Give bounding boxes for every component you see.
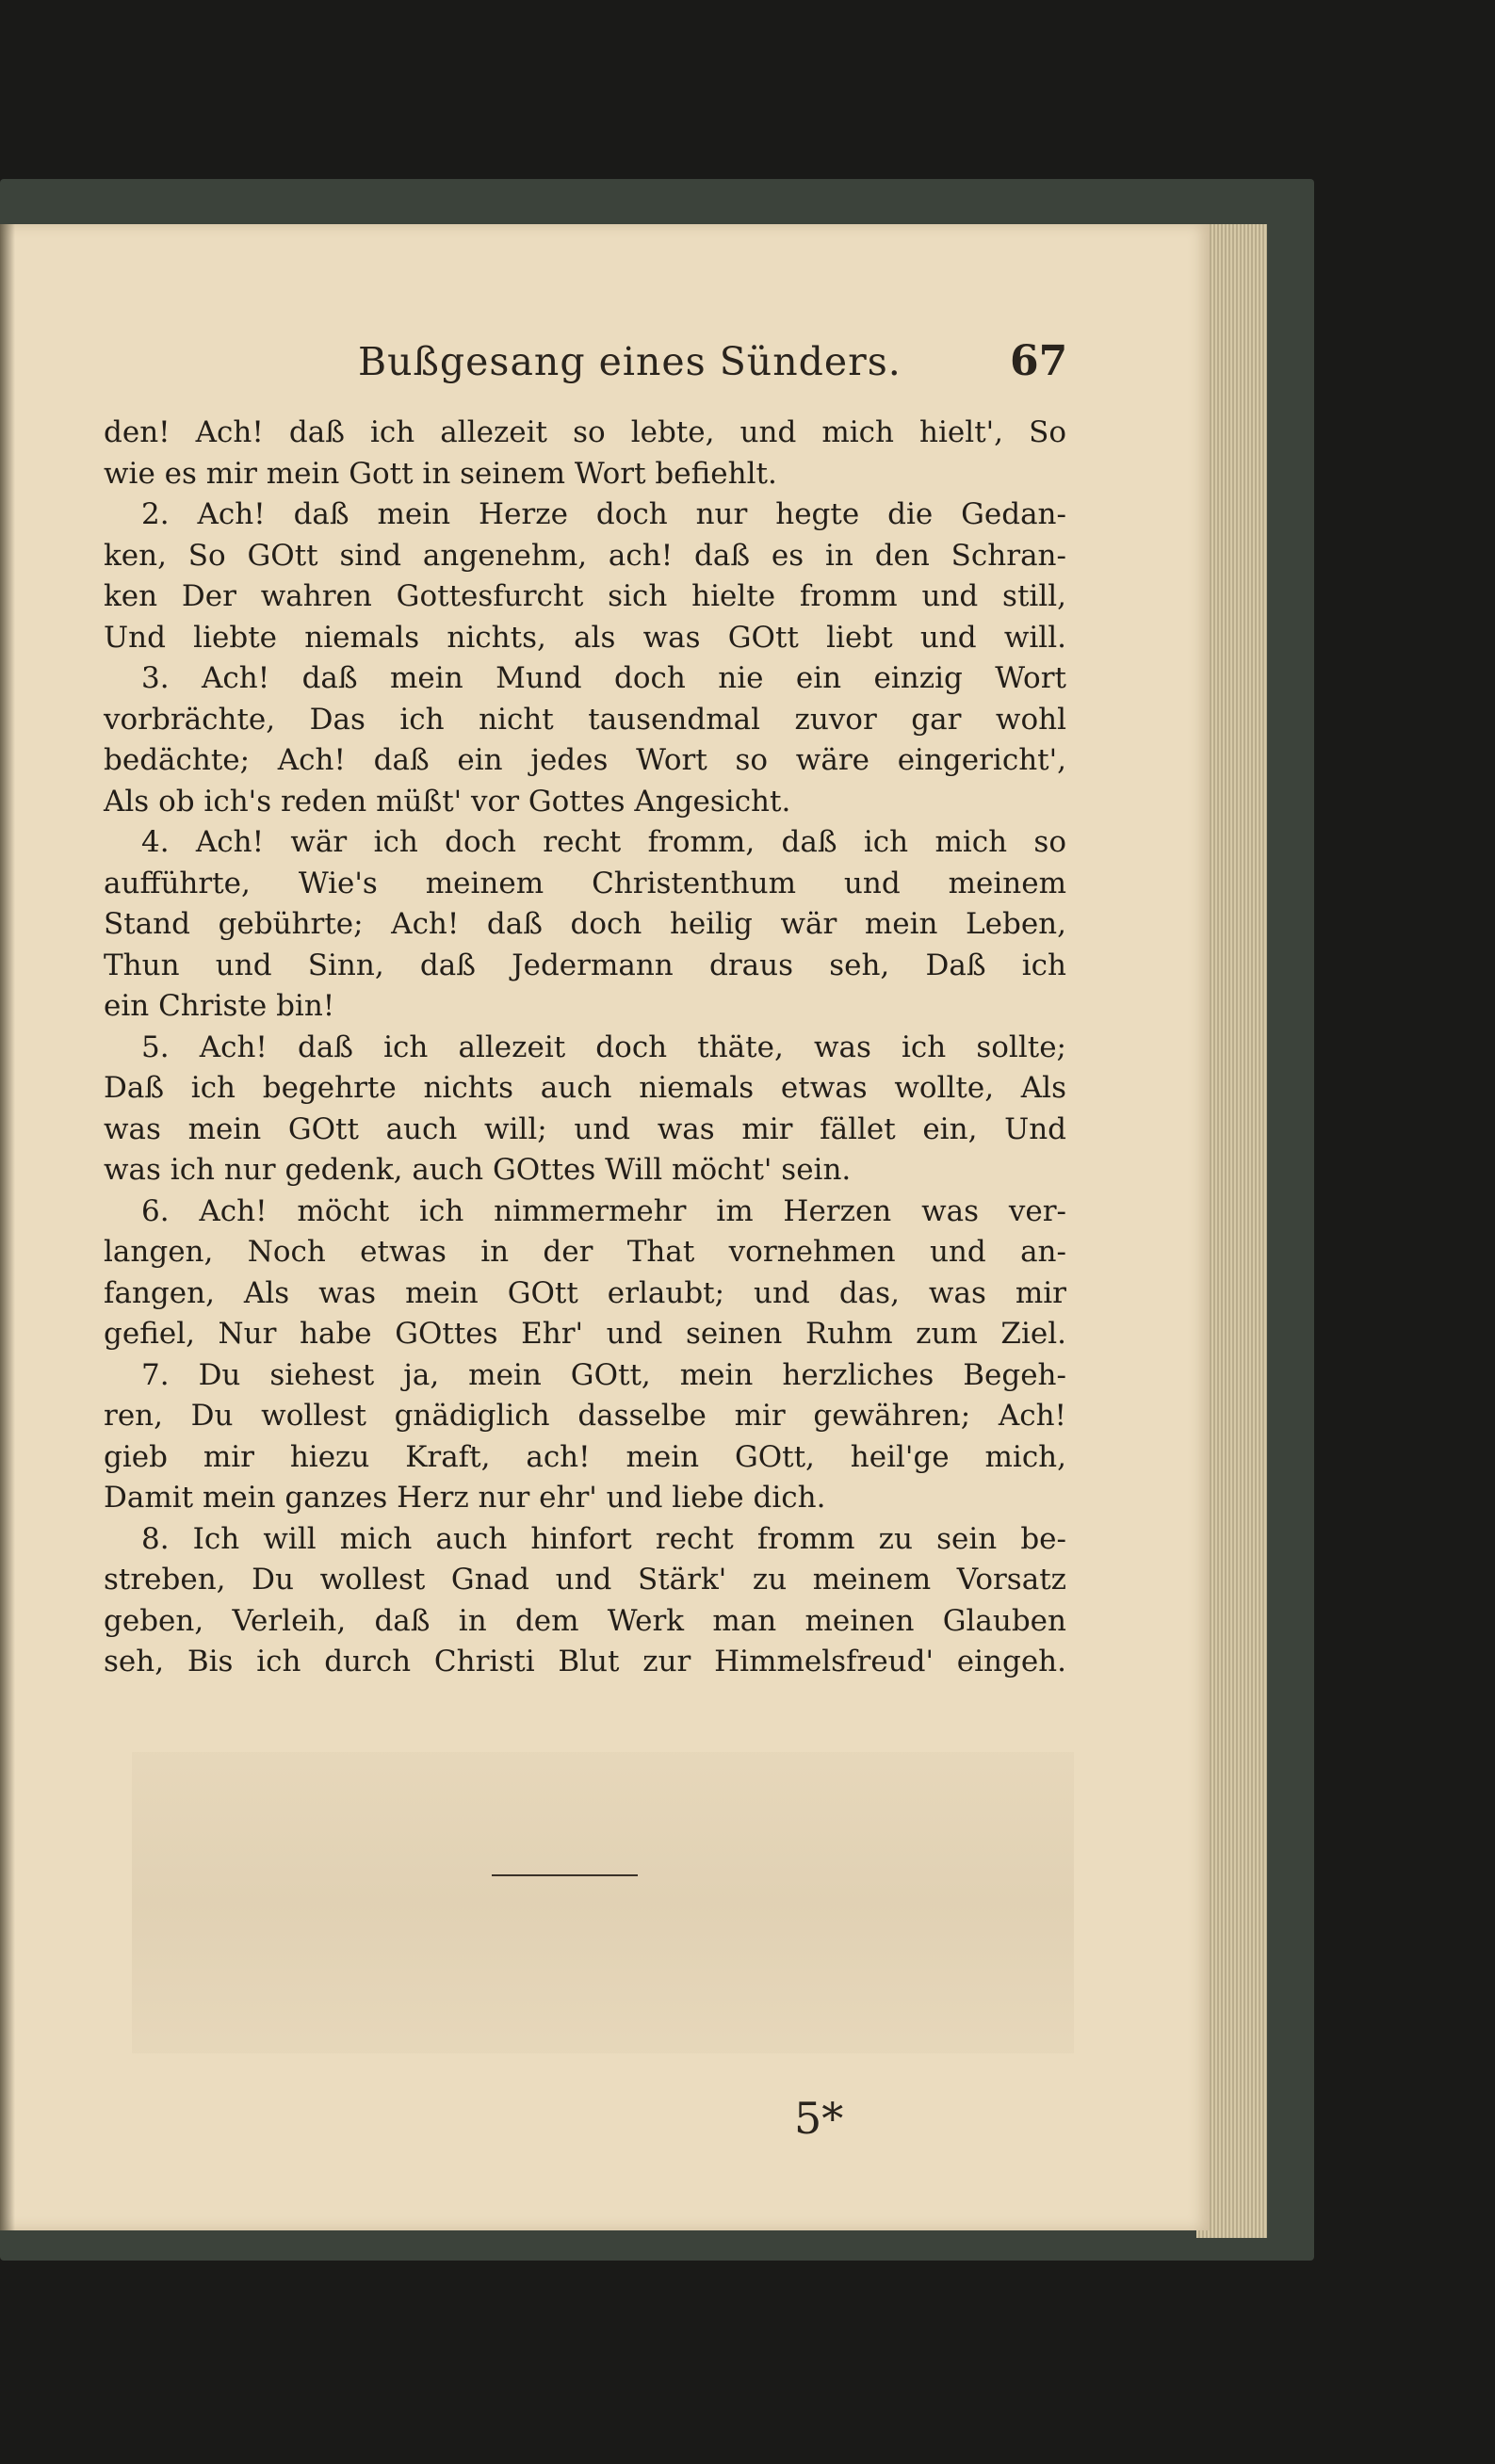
text-line: ken Der wahren Gottesfurcht sich hielte fromm und still, bbox=[104, 579, 1066, 613]
hymn-text bbox=[104, 413, 1066, 1683]
text-line: geben, Verleih, daß in dem Werk man meinen Glauben bbox=[104, 1603, 1066, 1638]
signature-mark: 5* bbox=[794, 2093, 844, 2144]
text-line: ein Christe bin! bbox=[104, 989, 335, 1023]
text-line: 3. Ach! daß mein Mund doch nie ein einzig Wort bbox=[141, 661, 1066, 695]
text-line: was mein GOtt auch will; und was mir fället ein, Und bbox=[104, 1111, 1066, 1146]
text-line: 4. Ach! wär ich doch recht fromm, daß ich mich so bbox=[141, 825, 1066, 859]
text-line: vorbrächte, Das ich nicht tausendmal zuvor gar wohl bbox=[104, 702, 1066, 737]
text-line: aufführte, Wie's meinem Christenthum und meinem bbox=[104, 866, 1066, 900]
text-line: Damit mein ganzes Herz nur ehr' und liebe dich. bbox=[104, 1481, 826, 1515]
text-line: Thun und Sinn, daß Jedermann draus seh, Daß ich bbox=[104, 948, 1066, 982]
text-line: streben, Du wollest Gnad und Stärk' zu meinem Vorsatz bbox=[104, 1563, 1066, 1597]
text-line: ren, Du wollest gnädiglich dasselbe mir gewähren; Ach! bbox=[104, 1399, 1066, 1433]
text-line: 2. Ach! daß mein Herze doch nur hegte die Gedan- bbox=[141, 497, 1066, 531]
running-title: Bußgesang eines Sünders. bbox=[358, 339, 902, 384]
text-line: fangen, Als was mein GOtt erlaubt; und das, was mir bbox=[104, 1275, 1066, 1310]
text-line: Als ob ich's reden müßt' vor Gottes Angesicht. bbox=[104, 784, 791, 819]
text-line: was ich nur gedenk, auch GOttes Will möcht' sein. bbox=[104, 1153, 852, 1187]
text-line: Daß ich begehrte nichts auch niemals etwas wollte, Als bbox=[104, 1071, 1066, 1105]
text-line: 6. Ach! möcht ich nimmermehr im Herzen was ver- bbox=[141, 1193, 1066, 1228]
text-line: 7. Du siehest ja, mein GOtt, mein herzliches Begeh- bbox=[141, 1357, 1066, 1392]
text-line: 8. Ich will mich auch hinfort recht fromm zu sein be- bbox=[141, 1521, 1066, 1556]
text-line: Und liebte niemals nichts, als was GOtt liebt und will. bbox=[104, 620, 1066, 655]
text-line: gefiel, Nur habe GOttes Ehr' und seinen Ruhm zum Ziel. bbox=[104, 1317, 1066, 1351]
show-through bbox=[132, 1752, 1074, 2053]
end-rule bbox=[492, 1874, 638, 1876]
text-line: Stand gebührte; Ach! daß doch heilig wär mein Leben, bbox=[104, 907, 1066, 941]
page-gutter bbox=[0, 224, 15, 2230]
text-line: den! Ach! daß ich allezeit so lebte, und mich hielt', So bbox=[104, 415, 1066, 449]
text-line: bedächte; Ach! daß ein jedes Wort so wäre eingericht', bbox=[104, 743, 1066, 777]
text-line: langen, Noch etwas in der That vornehmen und an- bbox=[104, 1235, 1066, 1269]
text-line: 5. Ach! daß ich allezeit doch thäte, was ich sollte; bbox=[141, 1029, 1066, 1064]
page-number: 67 bbox=[1010, 337, 1068, 385]
text-line: seh, Bis ich durch Christi Blut zur Himmelsfreud' eingeh. bbox=[104, 1645, 1066, 1678]
text-line: wie es mir mein Gott in seinem Wort befiehlt. bbox=[104, 456, 777, 491]
text-line: ken, So GOtt sind angenehm, ach! daß es in den Schran- bbox=[104, 538, 1066, 573]
text-line: gieb mir hiezu Kraft, ach! mein GOtt, heil'ge mich, bbox=[104, 1439, 1066, 1474]
